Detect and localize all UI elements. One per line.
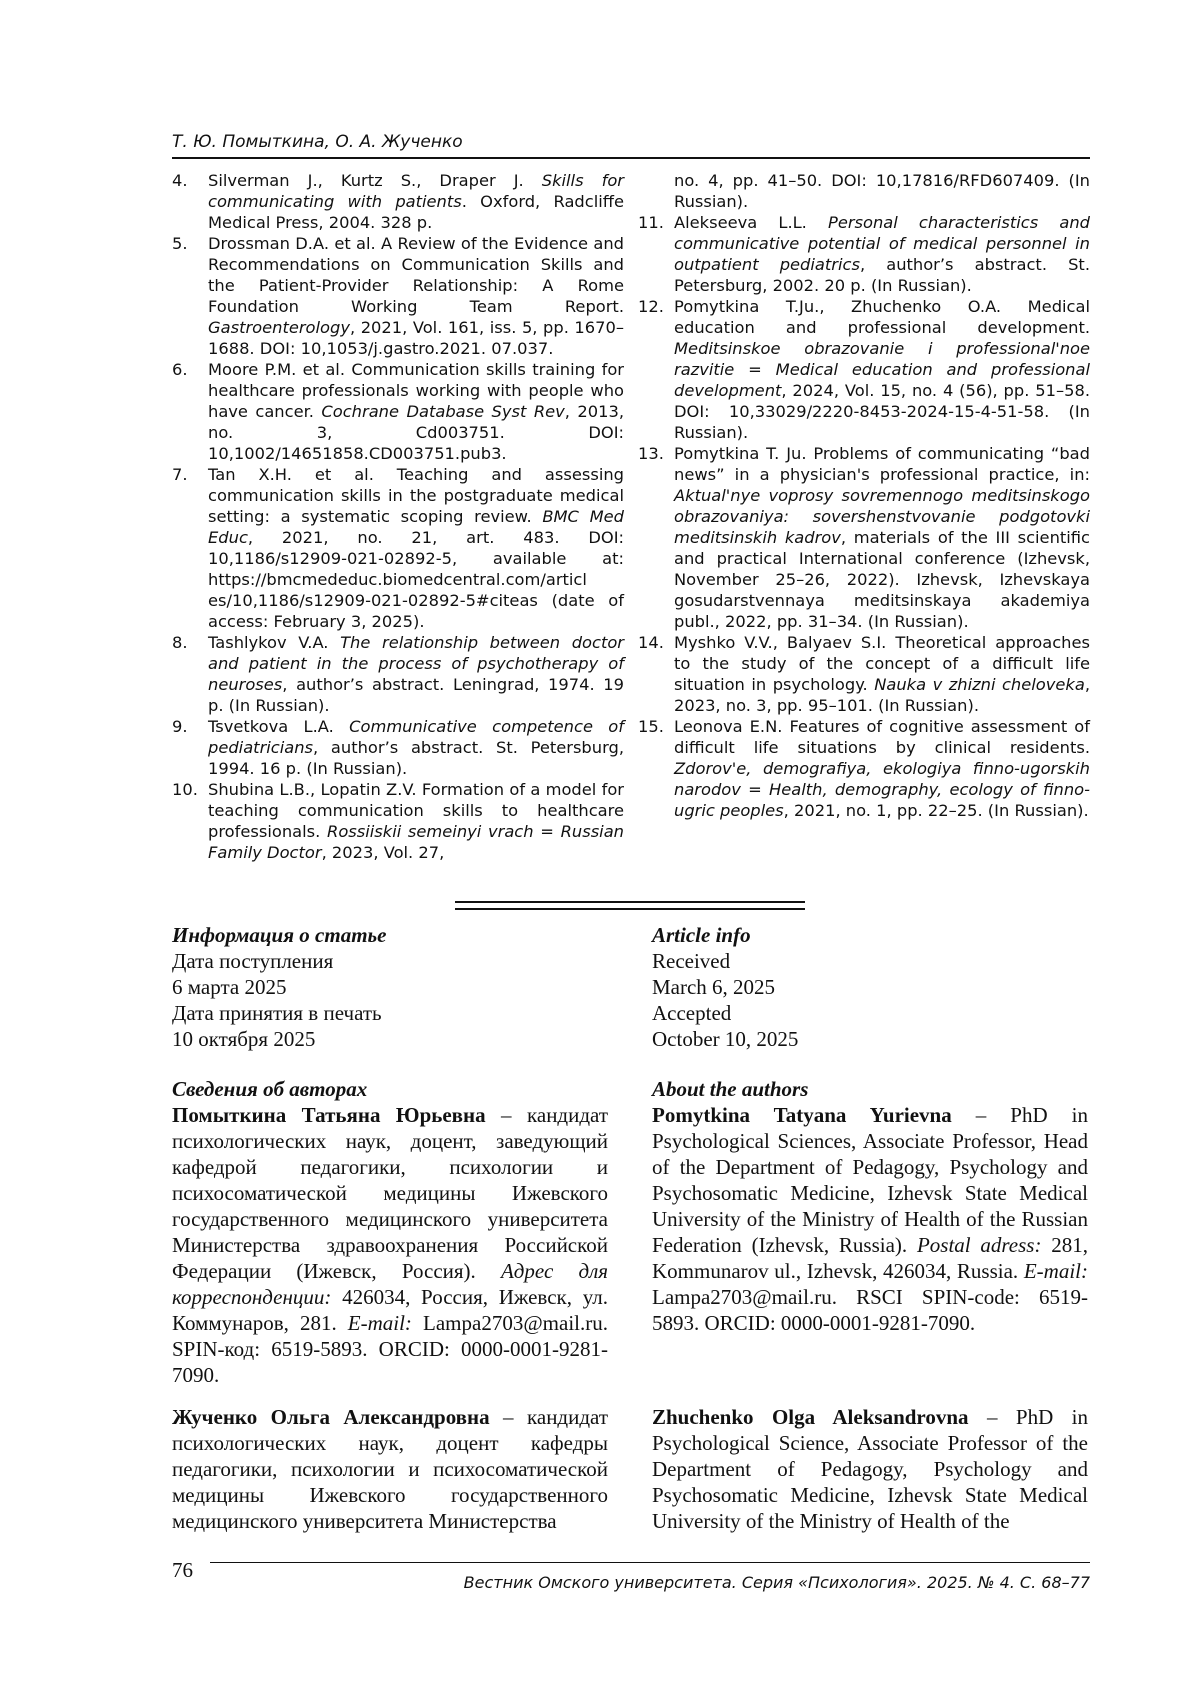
address-label: Адрес для корреспонденции: xyxy=(172,1259,609,1309)
reference-text: Pomytkina T.Ju., Zhuchenko O.A. Medical education and professional development. Meditsinskoe obrazovanie i professional'noe razvitie = Medical education and professional development, 2024, Vol. 15, no. 4 (56), pp. 51–58. DOI: 10,33029/2220-8453-2024-15-4-51-58. (In Russian). xyxy=(674,297,1090,442)
reference-number: 14. xyxy=(638,633,664,652)
author-name: Zhuchenko Olga Aleksandrovna xyxy=(652,1405,969,1429)
reference-item xyxy=(172,170,624,233)
accepted-date: October 10, 2025 xyxy=(652,1027,799,1051)
email-text: Lampa2703@mail.ru. RSCI SPIN-code: 6519-5893. ORCID: 0000-0001-9281-7090. xyxy=(652,1285,1088,1335)
address-label: Postal adress: xyxy=(916,1233,1042,1257)
reference-text: Tan X.H. et al. Teaching and assessing communication skills in the postgraduate medical setting: a systematic scoping review. BMC Med Educ, 2021, no. 21, art. 483. DOI: 10,1186/s12909-021-02892-5, available at: https://bmcmededuc.biomedcentral.com/articl es/10,1186/s12909-021-02892-5#citeas (date of access: February 3, 2025). xyxy=(208,465,624,631)
accepted-label: Accepted xyxy=(652,1001,732,1025)
reference-item xyxy=(638,716,1090,821)
running-header: Т. Ю. Помыткина, О. А. Жученко xyxy=(172,132,463,152)
address-text: 426034, Россия, Ижевск, ул. Коммунаров, 281. xyxy=(172,1285,608,1335)
author-bio-text: – PhD in Psychological Science, Associate Professor of the Department of Pedagogy, Psychology and Psychosomatic Medicine, Izhevsk State Medical University of the Ministry of Health of the xyxy=(652,1405,1088,1533)
references-right-column xyxy=(638,170,1090,821)
reference-number: 7. xyxy=(172,465,188,484)
authors-title: About the authors xyxy=(652,1077,809,1101)
section-separator xyxy=(455,901,805,910)
authors-title: Сведения об авторах xyxy=(172,1077,368,1101)
reference-number: 15. xyxy=(638,717,664,736)
reference-text: Tsvetkova L.A. Communicative competence of pediatricians, author’s abstract. St. Petersburg, 1994. 16 p. (In Russian). xyxy=(208,717,624,778)
reference-item xyxy=(172,779,624,863)
reference-text: Silverman J., Kurtz S., Draper J. Skills for communicating with patients. Oxford, Radcliffe Medical Press, 2004. 328 p. xyxy=(208,171,624,232)
reference-text: Pomytkina T. Ju. Problems of communicating “bad news” in a physician's professional practice, in: Aktual'nye voprosy sovremennogo meditsinskogo obrazovaniya: sovershenstvovanie podgotovki meditsinskih kadrov, materials of the III scientific and practical International conference (Izhevsk, November 25–26, 2022). Izhevsk, Izhevskaya gosudarstvennaya meditsinskaya akademiya publ., 2022, pp. 31–34. (In Russian). xyxy=(674,444,1091,631)
header-rule xyxy=(172,157,1090,159)
page-number: 76 xyxy=(172,1558,193,1582)
accepted-date: 10 октября 2025 xyxy=(172,1027,316,1051)
author-name: Жученко Ольга Александровна xyxy=(172,1405,490,1429)
reference-text: Drossman D.A. et al. A Review of the Evidence and Recommendations on Communication Skills and the Patient-Provider Relationship: A Rome Foundation Working Team Report. Gastroenterology, 2021, Vol. 161, iss. 5, pp. 1670–1688. DOI: 10,1053/j.gastro.2021. 07.037. xyxy=(208,234,624,358)
author-bio-text: – кандидат психологических наук, доцент, заведующий кафедрой педагогики, психологии и психосоматической медицины Ижевского государственного медицинского университета Министерства здравоохранения Российской Федерации (Ижевск, Россия). xyxy=(172,1103,608,1283)
reference-item xyxy=(172,716,624,779)
author2-en xyxy=(652,1404,1088,1534)
received-label: Дата поступления xyxy=(172,949,334,973)
address-text: 281, Kommunarov ul., Izhevsk, 426034, Russia. xyxy=(652,1233,1088,1283)
reference-item xyxy=(638,296,1090,443)
author-name: Помыткина Татьяна Юрьевна xyxy=(172,1103,486,1127)
reference-text: Tashlykov V.A. The relationship between doctor and patient in the process of psychotherapy of neuroses, author’s abstract. Leningrad, 1974. 19 p. (In Russian). xyxy=(208,633,624,715)
email-label: E-mail: xyxy=(347,1311,412,1335)
reference-text: Leonova E.N. Features of cognitive assessment of difficult life situations by clinical residents. Zdorov'e, demografiya, ekologiya finno-ugorskih narodov = Health, demography, ecology of finno-ugric peoples, 2021, no. 1, pp. 22–25. (In Russian). xyxy=(674,717,1090,820)
reference-text: Moore P.M. et al. Communication skills training for healthcare professionals working with people who have cancer. Cochrane Database Syst Rev, 2013, no. 3, Cd003751. DOI: 10,1002/14651858.CD003751.pub3. xyxy=(208,360,625,463)
journal-citation: Вестник Омского университета. Серия «Психология». 2025. № 4. С. 68–77 xyxy=(463,1573,1090,1592)
author-bio xyxy=(652,1102,1088,1336)
reference-item xyxy=(172,464,624,632)
author-bio-text: – PhD in Psychological Sciences, Associate Professor, Head of the Department of Pedagogy, Psychology and Psychosomatic Medicine, Izhevsk State Medical University of the Ministry of Health of the Russian Federation (Izhevsk, Russia). xyxy=(652,1103,1088,1257)
author2-ru xyxy=(172,1404,608,1534)
author-bio-text: – кандидат психологических наук, доцент кафедры педагогики, психологии и психосоматической медицины Ижевского государственного медицинского университета Министерства xyxy=(172,1405,608,1533)
authors-en xyxy=(652,1076,1088,1336)
reference-number: 4. xyxy=(172,171,188,190)
reference-number: 10. xyxy=(172,780,198,799)
email-text: Lampa2703@mail.ru. SPIN-код: 6519-5893. ORCID: 0000-0001-9281-7090. xyxy=(172,1311,608,1387)
reference-number: 8. xyxy=(172,633,188,652)
reference-item xyxy=(172,233,624,359)
article-info-title: Article info xyxy=(652,923,751,947)
article-info-title: Информация о статье xyxy=(172,923,387,947)
reference-item xyxy=(638,443,1090,632)
received-label: Received xyxy=(652,949,731,973)
reference-number: 12. xyxy=(638,297,664,316)
reference-item xyxy=(172,359,624,464)
email-label: E-mail: xyxy=(1023,1259,1088,1283)
accepted-label: Дата принятия в печать xyxy=(172,1001,382,1025)
reference-text: Myshko V.V., Balyaev S.I. Theoretical approaches to the study of the concept of a difficult life situation in psychology. Nauka v zhizni cheloveka, 2023, no. 3, pp. 95–101. (In Russian). xyxy=(674,633,1090,715)
references-left-column xyxy=(172,170,624,863)
article-info-ru xyxy=(172,922,608,1052)
reference-number: 9. xyxy=(172,717,188,736)
reference-text: Shubina L.B., Lopatin Z.V. Formation of a model for teaching communication skills to healthcare professionals. Rossiiskii semeinyi vrach = Russian Family Doctor, 2023, Vol. 27, xyxy=(208,780,624,862)
reference-number: 13. xyxy=(638,444,664,463)
received-date: 6 марта 2025 xyxy=(172,975,287,999)
authors-ru xyxy=(172,1076,608,1388)
reference-item xyxy=(638,632,1090,716)
author-name: Pomytkina Tatyana Yurievna xyxy=(652,1103,952,1127)
reference-item xyxy=(172,632,624,716)
reference-number: 5. xyxy=(172,234,188,253)
article-info-en xyxy=(652,922,1088,1052)
footer-rule xyxy=(210,1562,1090,1563)
reference-continuation: no. 4, pp. 41–50. DOI: 10,17816/RFD607409. (In Russian). xyxy=(674,171,1090,211)
received-date: March 6, 2025 xyxy=(652,975,776,999)
reference-item xyxy=(638,212,1090,296)
reference-text: Alekseeva L.L. Personal characteristics and communicative potential of medical personnel in outpatient pediatrics, author’s abstract. St. Petersburg, 2002. 20 p. (In Russian). xyxy=(674,213,1090,295)
author-bio xyxy=(172,1102,608,1388)
reference-number: 11. xyxy=(638,213,664,232)
reference-number: 6. xyxy=(172,360,188,379)
